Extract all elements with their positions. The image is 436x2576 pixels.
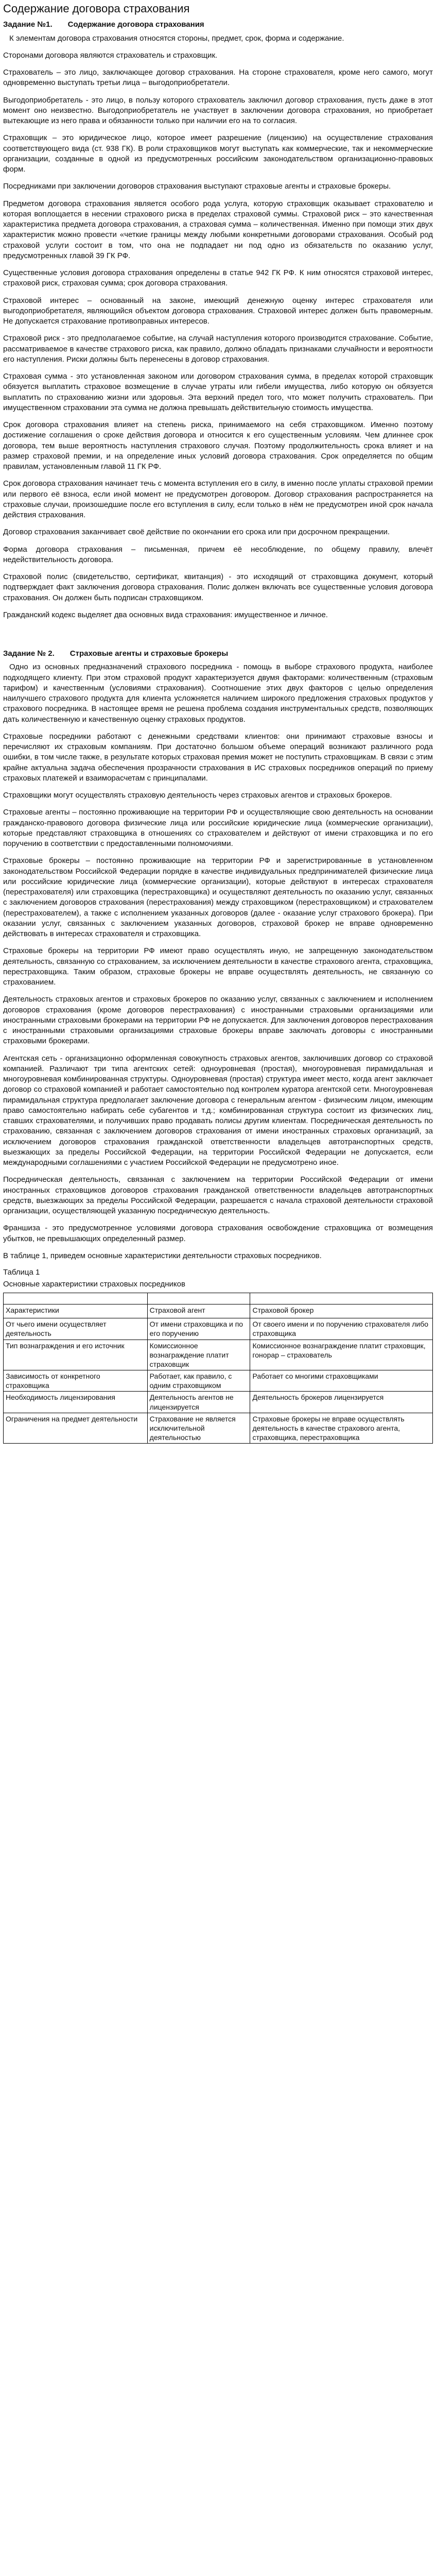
table-cell: Комиссионное вознаграждение платит страховщик: [147, 1340, 250, 1370]
task2-paragraph: Страховые посредники работают с денежными средствами клиентов: они принимают страховые взносы и перечисляют их страховым компаниям. При достаточно большом объеме операций возникают различного рода ошибки, в том числе также, в результате которых страховая премия может не поступить страховщикам. В связи с этим крайне актуальна задача обеспечения прозрачности страхования в ИС страховых посредников операций по приему страховых платежей и взаиморасчетам с принципалами.: [3, 732, 433, 783]
task1-paragraph: Посредниками при заключении договоров страхования выступают страховые агенты и страховые брокеры.: [3, 182, 391, 191]
task1-paragraph: Срок договора страхования влияет на степень риска, принимаемого на себя страховщиком. Именно поэтому достижение соглашения о сроке действия договора и относится к его существенным условиям. Чем длиннее срок договора, тем выше вероятность наступления страхового случая. Поэтому продолжительность срока влияет и на размер страховой премии, и на определение иных условий договора страхования. Срок определяется по общим правилам, установленным главой 11 ГК РФ.: [3, 420, 433, 471]
task1-paragraph: Срок договора страхования начинает течь с момента вступления его в силу, в именно после уплаты страховой премии или первого её взноса, если иной момент не предусмотрен договором. Договор страхования распространяется на страховые случаи, произошедшие после его вступления в силу, если только в нём не предусмотрен иной срок начала действия страхования.: [3, 479, 433, 520]
table-row: [4, 1318, 433, 1340]
table-header-row: [4, 1304, 433, 1318]
task1-paragraph: Страховой полис (свидетельство, сертификат, квитанция) - это исходящий от страховщика документ, который подтверждает факт заключения договора страхования. Полис должен включать все существенные условия договора страхования. Он должен быть подписан страховщиком.: [3, 572, 433, 602]
table-label: Таблица 1: [3, 1268, 40, 1277]
table-cell: Тип вознаграждения и его источник: [4, 1340, 148, 1370]
task1-paragraph: Страховой интерес – основанный на законе, имеющий денежную оценку интерес страхователя или выгодоприобретателя, являющийся объектом договора страхования. Страховой интерес должен быть правомерным. Не допускается страхование противоправных интересов.: [3, 296, 433, 326]
document-title: Содержание договора страхования: [3, 2, 190, 15]
table-row: [4, 1413, 433, 1444]
table-cell: Зависимость от конкретного страховщика: [4, 1370, 148, 1392]
task1-paragraph: Форма договора страхования – письменная, причем её несоблюдение, по общему правилу, влечёт недействительность договора.: [3, 545, 433, 564]
task1-paragraph: Выгодоприобретатель - это лицо, в пользу которого страхователь заключил договор страхования, пусть даже в этот момент оно неизвестно. Выгодоприобретатель не участвует в заключении договора страхования, но приобретает вытекающие из него права и обязанности только при наличии его на то согласия.: [3, 95, 433, 126]
table-cell: От имени страховщика и по его поручению: [147, 1318, 250, 1340]
task1-paragraph: Договор страхования заканчивает своё действие по окончании его срока или при досрочном прекращении.: [3, 528, 390, 537]
table-cell: От чьего имени осуществляет деятельность: [4, 1318, 148, 1340]
task2-title: Страховые агенты и страховые брокеры: [69, 649, 229, 658]
task1-body: [3, 33, 433, 621]
task2-paragraph: Страховые брокеры на территории РФ имеют право осуществлять иную, не запрещенную законодательством деятельность, связанную со страхованием, за исключением деятельности в качестве страхового агента, страховщика, перестраховщика. Таким образом, страховые брокеры не вправе осуществлять деятельность, не связанную со страхованием.: [3, 946, 433, 987]
table-row: [4, 1370, 433, 1392]
task2-paragraph: В таблице 1, приведем основные характеристики деятельности страховых посредников.: [3, 1251, 322, 1260]
task1-paragraph: Страховщик – это юридическое лицо, которое имеет разрешение (лицензию) на осуществление страхования соответствующего вида (ст. 938 ГК). В роли страховщиков могут выступать как коммерческие, так и некоммерческие организации, созданные в одной из предусмотренных российским законодательством организационно-правовых форм.: [3, 133, 433, 174]
task2-paragraph: Агентская сеть - организационно оформленная совокупность страховых агентов, заключивших договор со страховой компанией. Различают три типа агентских сетей: одноуровневая (простая), многоуровневая пирамидальная и многоуровневая комбинированная структуры. Одноуровневая (простая) структура имеет место, когда агент заключает договор со страховой компанией и работает самостоятельно под контролем куратора агентской сети. Многоуровневая пирамидальная структура предполагает заключение договора с генеральным агентом - физическим лицом, имеющим право самостоятельно набирать себе субагентов и т.д.; комбинированная структура состоит из физических лиц, ставших страхователями, и получивших право продавать полисы другим клиентам. Посредническая деятельность по страхованию, связанная с заключением договоров страхования от имени иностранных страховых организаций, за исключением договоров страхования гражданской ответственности владельцев автотранспортных средств, выезжающих за пределы Российской Федерации, на территории Российской Федерации не допускается, если международными соглашениями с участием Российской Федерации не предусмотрено иное.: [3, 1054, 433, 1167]
table-cell: Комиссионное вознаграждение платит страховщик, гонорар – страхователь: [250, 1340, 433, 1370]
task1-paragraph: К элементам договора страхования относятся стороны, предмет, срок, форма и содержание.: [9, 33, 344, 43]
table-cell: Деятельность агентов не лицензируется: [147, 1392, 250, 1413]
table-cell: Необходимость лицензирования: [4, 1392, 148, 1413]
table-row: [4, 1340, 433, 1370]
task2-label: Задание № 2.: [3, 649, 55, 658]
table-row: [4, 1392, 433, 1413]
table-header-cell: Страховой брокер: [250, 1304, 433, 1318]
table-cell: Страховые брокеры не вправе осуществлять деятельность в качестве страхового агента, страховщика, перестраховщика: [250, 1413, 433, 1444]
table-blank-row: [4, 1293, 433, 1304]
table-cell: Работает со многими страховщиками: [250, 1370, 433, 1392]
task2-paragraph: Страховщики могут осуществлять страховую деятельность через страховых агентов и страховых брокеров.: [3, 791, 392, 800]
table-header-cell: Страховой агент: [147, 1304, 250, 1318]
table-cell: Страхование не является исключительной деятельностью: [147, 1413, 250, 1444]
task2-paragraph: Посредническая деятельность, связанная с заключением на территории Российской Федерации от имени иностранных страховщиков договоров страхования гражданской ответственности владельцев автотранспортных средств, выезжающих за пределы Российской Федерации, разрешается с начала страховой деятельности страховой организации, осуществляющей указанную посредническую деятельность.: [3, 1175, 433, 1216]
intermediaries-table: [3, 1293, 433, 1444]
task1-paragraph: Существенные условия договора страхования определены в статье 942 ГК РФ. К ним относятся страховой интерес, страховой риск, страховая сумма; срок договора страхования.: [3, 268, 433, 288]
section-spacer: [3, 627, 433, 648]
table-caption: Основные характеристики страховых посредников: [3, 1280, 185, 1289]
task1-paragraph: Сторонами договора являются страхователь и страховщик.: [3, 50, 218, 60]
task1-label: Задание №1.: [3, 20, 53, 29]
task2-body: [3, 662, 433, 1261]
table-cell: Деятельность брокеров лицензируется: [250, 1392, 433, 1413]
table-header-cell: Характеристики: [4, 1304, 148, 1318]
task2-paragraph: Франшиза - это предусмотренное условиями договора страхования освобождение страховщика от возмещения убытков, не превышающих определенный размер.: [3, 1224, 433, 1243]
task1-paragraph: Страховая сумма - это установленная законом или договором страхования сумма, в пределах которой страховщик обязуется выплатить страховое возмещение в случае утраты или гибели имущества, либо которую он обязуется выплатить по страхованию жизни или здоровья. Эта верхний предел того, что может получить страхователь. При имущественном страховании эта сумма не должна превышать действительную стоимость имущества.: [3, 372, 433, 412]
task2-paragraph: Одно из основных предназначений страхового посредника - помощь в выборе страхового продукта, наиболее подходящего клиенту. При этом страховой продукт характеризуется двумя факторами: количественным (страховым тарифом) и качественным (условиями страхования). Соотношение этих двух факторов с целью определения наилучшего страхового продукта для клиента усложняется наличием широкого предложения страховых продуктов у страхового посредника. В настоящее время не решена проблема создания инструментальных средств, позволяющих дать количественную и качественную оценку страховых продуктов.: [3, 663, 433, 724]
table-cell: Ограничения на предмет деятельности: [4, 1413, 148, 1444]
table-cell: Работает, как правило, с одним страховщиком: [147, 1370, 250, 1392]
table-cell: От своего имени и по поручению страхователя либо страховщика: [250, 1318, 433, 1340]
task1-title: Содержание договора страхования: [67, 20, 204, 29]
task1-paragraph: Гражданский кодекс выделяет два основных вида страхования: имущественное и личное.: [3, 610, 328, 619]
task2-paragraph: Страховые агенты – постоянно проживающие на территории РФ и осуществляющие свою деятельность на основании гражданско-правового договора физические лица или российские юридические лица (коммерческие организации), которые представляют страховщика в отношениях со страхователем и действуют от имени страховщика и по его поручению в соответствии с предоставленными полномочиями.: [3, 808, 433, 849]
task2-heading: [3, 649, 433, 659]
task1-paragraph: Страховой риск - это предполагаемое событие, на случай наступления которого производится страхование. Событие, рассматриваемое в качестве страхового риска, как правило, должно обладать признаками случайности и вероятности его наступления. Риски должны быть перенесены в договор страхования.: [3, 334, 433, 364]
task2-paragraph: Страховые брокеры – постоянно проживающие на территории РФ и зарегистрированные в установленном законодательством Российской Федерации порядке в качестве индивидуальных предпринимателей физические лица или российские юридические лица (коммерческие организации), которые действуют в интересах страхователя (перестрахователя) или страховщика (перестраховщика) и осуществляют деятельность по оказанию услуг, связанных с заключением договоров страхования (перестрахования) между страховщиком (перестраховщиком) и страхователем (перестрахователем), а также с исполнением указанных договоров (далее - оказание услуг страхового брокера). При оказании услуг, связанных с заключением указанных договоров, страховой брокер не вправе одновременно действовать в интересах страхователя и страховщика.: [3, 856, 433, 939]
task2-paragraph: Деятельность страховых агентов и страховых брокеров по оказанию услуг, связанных с заключением и исполнением договоров страхования (кроме договоров перестрахования) с иностранными страховыми организациями или иностранными страховыми брокерами на территории РФ не допускается. Для заключения договоров перестрахования с иностранными страховыми организациями страховые брокеры вправе заключать договоры с иностранными страховыми брокерами.: [3, 995, 433, 1046]
task1-paragraph: Предметом договора страхования является особого рода услуга, которую страховщик оказывает страхователю и которая воплощается в несении страхового риска в пределах страховой суммы. Страховой риск – это качественная характеристика предмета договора страхования, а страховая сумма – количественная. Именно при помощи этих двух характеристик можно провести «четкие границы между любыми конкретными договорами страхования. Особый род страховой услуги состоит в том, что она не подпадает ни под одно из обязательств по оказанию услуг, предусмотренных главой 39 ГК РФ.: [3, 199, 433, 260]
task1-paragraph: Страхователь – это лицо, заключающее договор страхования. На стороне страхователя, кроме него самого, могут одновременно выступать третьи лица – выгодоприобретатели.: [3, 68, 433, 88]
task1-heading: [3, 20, 433, 30]
